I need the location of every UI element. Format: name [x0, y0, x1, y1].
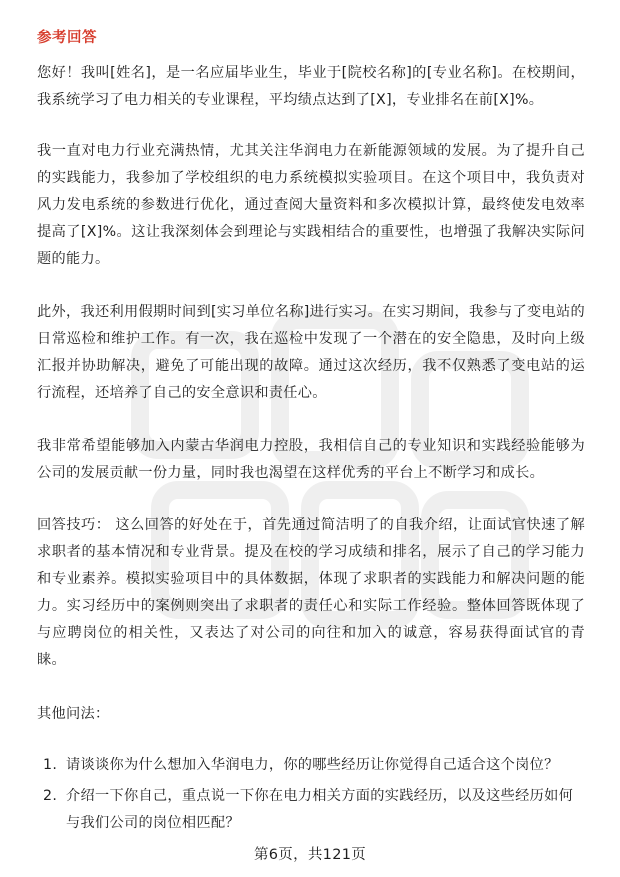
- other-questions-list: [37, 752, 585, 841]
- list-item-text: 请谈谈你为什么想加入华润电力，你的哪些经历让你觉得自己适合这个岗位？: [66, 757, 559, 773]
- list-item-number: 2.: [43, 788, 58, 804]
- list-item-text: 介绍一下你自己，重点说一下你在电力相关方面的实践经历，以及这些经历如何与我们公司的岗位相匹配？: [66, 788, 574, 831]
- other-questions-label: 其他问法：: [37, 706, 110, 722]
- list-item: [37, 783, 585, 837]
- answer-paragraph-intro: 您好！我叫[姓名]，是一名应届毕业生，毕业于[院校名称]的[专业名称]。在校期间，我系统学习了电力相关的专业课程，平均绩点达到了[X]，专业排名在前[X]%。: [37, 65, 585, 108]
- section-heading: 参考回答: [37, 30, 97, 46]
- list-item: [37, 752, 585, 779]
- page-number-footer: 第6页，共121页: [253, 847, 367, 863]
- answer-paragraph-internship: 此外，我还利用假期时间到[实习单位名称]进行实习。在实习期间，我参与了变电站的日常巡检和维护工作。有一次，我在巡检中发现了一个潜在的安全隐患，及时向上级汇报并协助解决，避免了可能出现的故障。通过这次经历，我不仅熟悉了变电站的运行流程，还培养了自己的安全意识和责任心。: [37, 304, 585, 401]
- answer-tips-paragraph: 回答技巧： 这么回答的好处在于，首先通过简洁明了的自我介绍，让面试官快速了解求职者的基本情况和专业背景。提及在校的学习成绩和排名，展示了自己的学习能力和专业素养。模拟实验项目中的具体数据，体现了求职者的实践能力和解决问题的能力。实习经历中的案例则突出了求职者的责任心和实际工作经验。整体回答既体现了与应聘岗位的相关性，又表达了对公司的向往和加入的诚意，容易获得面试官的青睐。: [37, 517, 585, 668]
- answer-paragraph-project: 我一直对电力行业充满热情，尤其关注华润电力在新能源领域的发展。为了提升自己的实践能力，我参加了学校组织的电力系统模拟实验项目。在这个项目中，我负责对风力发电系统的参数进行优化，通过查阅大量资料和多次模拟计算，最终使发电效率提高了[X]%。这让我深刻体会到理论与实践相结合的重要性，也增强了我解决实际问题的能力。: [37, 143, 585, 267]
- answer-paragraph-motivation: 我非常希望能够加入内蒙古华润电力控股，我相信自己的专业知识和实践经验能够为公司的发展贡献一份力量，同时我也渴望在这样优秀的平台上不断学习和成长。: [37, 438, 585, 481]
- list-item-number: 1.: [43, 757, 58, 773]
